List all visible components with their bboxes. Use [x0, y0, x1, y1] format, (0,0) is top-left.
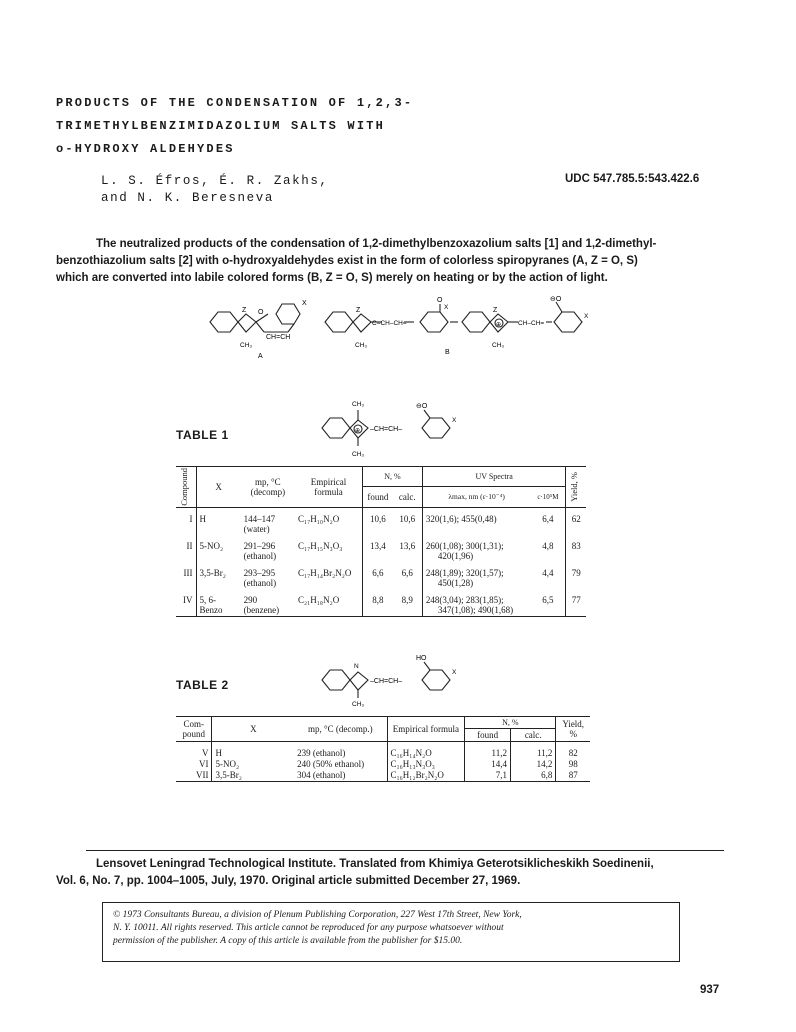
t2-cell-id: VII — [176, 770, 212, 782]
t1-cell-found: 6,6 — [372, 567, 384, 578]
t1-header-x: X — [196, 467, 241, 508]
t1-cell-uv — [422, 589, 530, 617]
t2-cell-mp: 304 (ethanol) — [294, 770, 387, 782]
t2-cell-x: H — [215, 748, 222, 758]
copyright-line-1: © 1973 Consultants Bureau, a division of Plenum Publishing Corporation, 227 West 17th Street, New York, — [113, 910, 522, 920]
t2-row — [176, 742, 590, 760]
t1-cell-calc: 6,6 — [393, 562, 423, 589]
t2-struct-x: X — [452, 669, 457, 676]
t1-cell-mp — [241, 535, 295, 562]
table-2 — [176, 716, 590, 782]
t1-cell-uv — [422, 562, 530, 589]
label-a: A — [258, 353, 263, 360]
t2-cell-mp: 240 (50% ethanol) — [294, 759, 387, 770]
t1-header-calc: calc. — [393, 486, 423, 507]
t2-header-mp: mp, °C (decomp.) — [294, 717, 387, 742]
a-o-label: O — [258, 309, 264, 316]
t1-header-formula: Empirical formula — [295, 467, 363, 508]
b2-plus-label: ⊕ — [496, 322, 502, 328]
t2-cell-found: 14,4 — [465, 759, 511, 770]
abstract — [56, 236, 736, 287]
article-title-line-1: PRODUCTS OF THE CONDENSATION OF 1,2,3- — [56, 96, 414, 110]
t1-body — [176, 507, 586, 616]
t1-cell-uv-2: 347(1,08); 490(1,68) — [437, 604, 514, 615]
b2-z-label: Z — [493, 307, 498, 314]
t1-cell-uv — [422, 535, 530, 562]
b2-chain-label: CH–CH= — [518, 320, 545, 327]
a-benzene-ring — [210, 312, 238, 332]
t1-struct-top: CH₃ — [352, 401, 365, 408]
t2-row — [176, 759, 590, 770]
t2-row — [176, 770, 590, 782]
article-title-line-3: o-HYDROXY ALDEHYDES — [56, 142, 235, 156]
t1-struct-bottom: CH₃ — [352, 451, 365, 458]
t1-cell-solvent: (water) — [243, 523, 270, 534]
label-b: B — [445, 349, 450, 356]
t1-cell-uv-2: 450(1,28) — [437, 577, 474, 588]
t1-cell-uv-1: 320(1,6); 455(0,48) — [425, 513, 497, 524]
t1-cell-mp — [241, 507, 295, 535]
authors-line-2: and N. K. Beresneva — [101, 191, 274, 205]
t2-struct-chain: –CH=CH– — [370, 678, 403, 685]
t1-cell-mp — [241, 589, 295, 617]
t2-header-found: found — [465, 729, 511, 742]
t1-cell-x: 5, 6-Benzo — [199, 594, 223, 615]
authors-line-1: L. S. Éfros, É. R. Zakhs, — [101, 174, 329, 188]
udc-code: UDC 547.785.5:543.422.6 — [565, 173, 700, 185]
copyright-line-2: N. Y. 10011. All rights reserved. This article cannot be reproduced for any purpose whatsoever without — [113, 923, 504, 933]
a-phenyl-ring — [276, 304, 300, 324]
t1-cell-yield: 79 — [571, 567, 581, 578]
t1-struct-o-minus: ⊖O — [416, 403, 428, 410]
t1-row — [176, 589, 586, 617]
t1-cell-found: 8,8 — [372, 594, 384, 605]
t2-header-compound: Com- pound — [176, 717, 212, 742]
t2-header-calc: calc. — [510, 729, 555, 742]
t1-cell-x: H — [199, 513, 207, 524]
t1-cell-formula: C₁₇H₁₄Br₂N₂O — [295, 562, 363, 589]
t2-body — [176, 742, 590, 782]
t1-cell-uv — [422, 507, 530, 535]
scheme-structures — [200, 292, 600, 362]
t1-cell-found: 10,6 — [370, 513, 386, 524]
t1-cell-x: 5-NO₂ — [199, 540, 224, 551]
t1-cell-id: I — [176, 507, 196, 535]
t1-cell-yield: 62 — [571, 513, 581, 524]
table-1 — [176, 466, 586, 617]
page-number: 937 — [700, 984, 720, 996]
t1-cell-id: IV — [176, 589, 196, 617]
copyright-line-3: permission of the publisher. A copy of this article is available from the publisher for $15.00. — [113, 936, 463, 946]
b2-x-label: X — [584, 313, 589, 320]
t1-cell-x: 3,5-Br₂ — [199, 567, 226, 578]
t1-cell-conc: 6,4 — [530, 507, 566, 535]
b1-z-label: Z — [356, 307, 361, 314]
t1-cell-id: III — [176, 562, 196, 589]
t2-cell-found: 7,1 — [465, 770, 511, 782]
b2-o-minus-label: ⊖O — [550, 296, 562, 303]
t2-struct-n: N — [354, 663, 359, 670]
t2-cell-yield: 82 — [568, 748, 578, 758]
t1-cell-mp — [241, 562, 295, 589]
t2-cell-calc: 14,2 — [510, 759, 555, 770]
abstract-line-2: benzothiazolium salts [2] with o-hydroxyaldehydes exist in the form of colorless spiropyranes (A, Z = O, S) — [56, 255, 638, 267]
b1-o-label: O — [437, 297, 443, 304]
b1-chain-label: C=CH–CH= — [372, 320, 407, 327]
b1-ch3-label: CH₃ — [355, 342, 368, 349]
t2-header-x: X — [212, 717, 294, 742]
table-1-title: TABLE 1 — [176, 428, 229, 442]
t1-cell-yield: 83 — [571, 540, 581, 551]
t1-cell-calc: 8,9 — [393, 589, 423, 617]
t1-cell-uv-1: 248(1,89); 320(1,57); — [425, 567, 504, 578]
table-1-structure — [318, 398, 468, 460]
t1-cell-conc: 6,5 — [530, 589, 566, 617]
t1-header-conc: c·10⁵M — [530, 486, 566, 507]
a-ch3-label: CH₃ — [240, 342, 253, 349]
t1-cell-uv-2: 420(1,96) — [437, 550, 474, 561]
t1-cell-solvent: (ethanol) — [243, 550, 277, 561]
t1-cell-mp-value: 290 — [243, 594, 258, 605]
table-2-structure — [318, 652, 468, 708]
t1-cell-uv-1: 260(1,08); 300(1,31); — [425, 540, 504, 551]
t1-cell-calc: 10,6 — [393, 507, 423, 535]
t1-cell-mp-value: 291–296 — [243, 540, 276, 551]
t1-struct-x: X — [452, 417, 457, 424]
b2-ch3-label: CH₃ — [492, 342, 505, 349]
t1-cell-solvent: (ethanol) — [243, 577, 277, 588]
a-chain-label: CH=CH — [266, 334, 291, 341]
article-title-line-2: TRIMETHYLBENZIMIDAZOLIUM SALTS WITH — [56, 119, 386, 133]
table-2-title: TABLE 2 — [176, 678, 229, 692]
t1-header-lambda: λmax, nm (ε·10⁻⁴) — [422, 486, 530, 507]
t1-cell-conc: 4,4 — [530, 562, 566, 589]
t2-cell-x: 5-NO₂ — [215, 759, 240, 769]
t1-cell-formula: C₁₇H₁₀N₂O — [295, 507, 363, 535]
b1-x-label: X — [444, 304, 449, 311]
t1-cell-id: II — [176, 535, 196, 562]
t1-cell-calc: 13,6 — [393, 535, 423, 562]
t2-cell-mp: 239 (ethanol) — [294, 742, 387, 760]
footer-line-1: Lensovet Leningrad Technological Institute. Translated from Khimiya Geterotsiklicheskikh Soedinenii, — [96, 858, 654, 870]
t1-cell-formula: C₂₁H₁₈N₂O — [295, 589, 363, 617]
t1-struct-plus: ⊕ — [355, 428, 361, 434]
t1-cell-mp-value: 144–147 — [243, 513, 276, 524]
t2-cell-found: 11,2 — [465, 742, 511, 760]
t2-cell-yield: 87 — [568, 770, 578, 780]
t2-cell-yield: 98 — [568, 759, 578, 769]
t1-struct-chain: –CH=CH– — [370, 426, 403, 433]
b-phenoxide-ring — [554, 312, 582, 332]
t1-row — [176, 507, 586, 535]
footer-citation — [56, 856, 746, 890]
t1-cell-found: 13,4 — [370, 540, 386, 551]
t1-header-compound: Compound — [176, 467, 196, 508]
t1-header-mp: mp, °C (decomp) — [241, 467, 295, 508]
footer-rule — [86, 850, 724, 851]
t1-cell-uv-1: 248(3,04); 283(1,85); — [425, 594, 504, 605]
a-z-label: Z — [242, 307, 247, 314]
b-benzene-ring-2 — [462, 312, 490, 332]
t1-row — [176, 535, 586, 562]
t1-cell-solvent: (benzene) — [243, 604, 280, 615]
t1-header-uv: UV Spectra — [422, 467, 566, 487]
a-x-label: X — [302, 300, 307, 307]
t2-cell-id: V — [176, 742, 212, 760]
t2-cell-calc: 6,8 — [510, 770, 555, 782]
copyright-box — [102, 902, 680, 962]
footer-line-2: Vol. 6, No. 7, pp. 1004–1005, July, 1970. Original article submitted December 27, 1969. — [56, 875, 521, 887]
t2-header-yield: Yield, % — [556, 717, 590, 742]
t2-header-formula: Empirical formula — [387, 717, 465, 742]
abstract-line-3: which are converted into labile colored forms (B, Z = O, S) merely on heating or by the action of light. — [56, 272, 608, 284]
b-quinoid-ring — [420, 312, 448, 332]
t2-cell-formula: C₁₆H₁₃N₃O₃ — [387, 759, 465, 770]
t2-struct-bottom: CH₃ — [352, 701, 365, 708]
t1-row — [176, 562, 586, 589]
t2-cell-formula: C₁₆H₁₄N₂O — [387, 742, 465, 760]
t2-cell-x: 3,5-Br₂ — [215, 770, 242, 780]
t2-cell-formula: C₁₆H₁₂Br₂N₂O — [387, 770, 465, 782]
t2-cell-id: VI — [176, 759, 212, 770]
t1-cell-conc: 4,8 — [530, 535, 566, 562]
t1-header-n: N, % — [363, 467, 423, 487]
t2-struct-ho: HO — [416, 655, 427, 662]
t2-header-n: N, % — [465, 717, 556, 729]
t1-header-found: found — [363, 486, 393, 507]
b-benzene-ring-1 — [325, 312, 353, 332]
t1-cell-yield: 77 — [571, 594, 581, 605]
t1-cell-formula: C₁₇H₁₅N₃O₃ — [295, 535, 363, 562]
t1-header-yield: Yield, % — [566, 467, 586, 508]
t1-cell-mp-value: 293–295 — [243, 567, 276, 578]
abstract-line-1: The neutralized products of the condensation of 1,2-dimethylbenzoxazolium salts [1] and 1,2-dimethyl- — [96, 238, 657, 250]
t2-cell-calc: 11,2 — [510, 742, 555, 760]
